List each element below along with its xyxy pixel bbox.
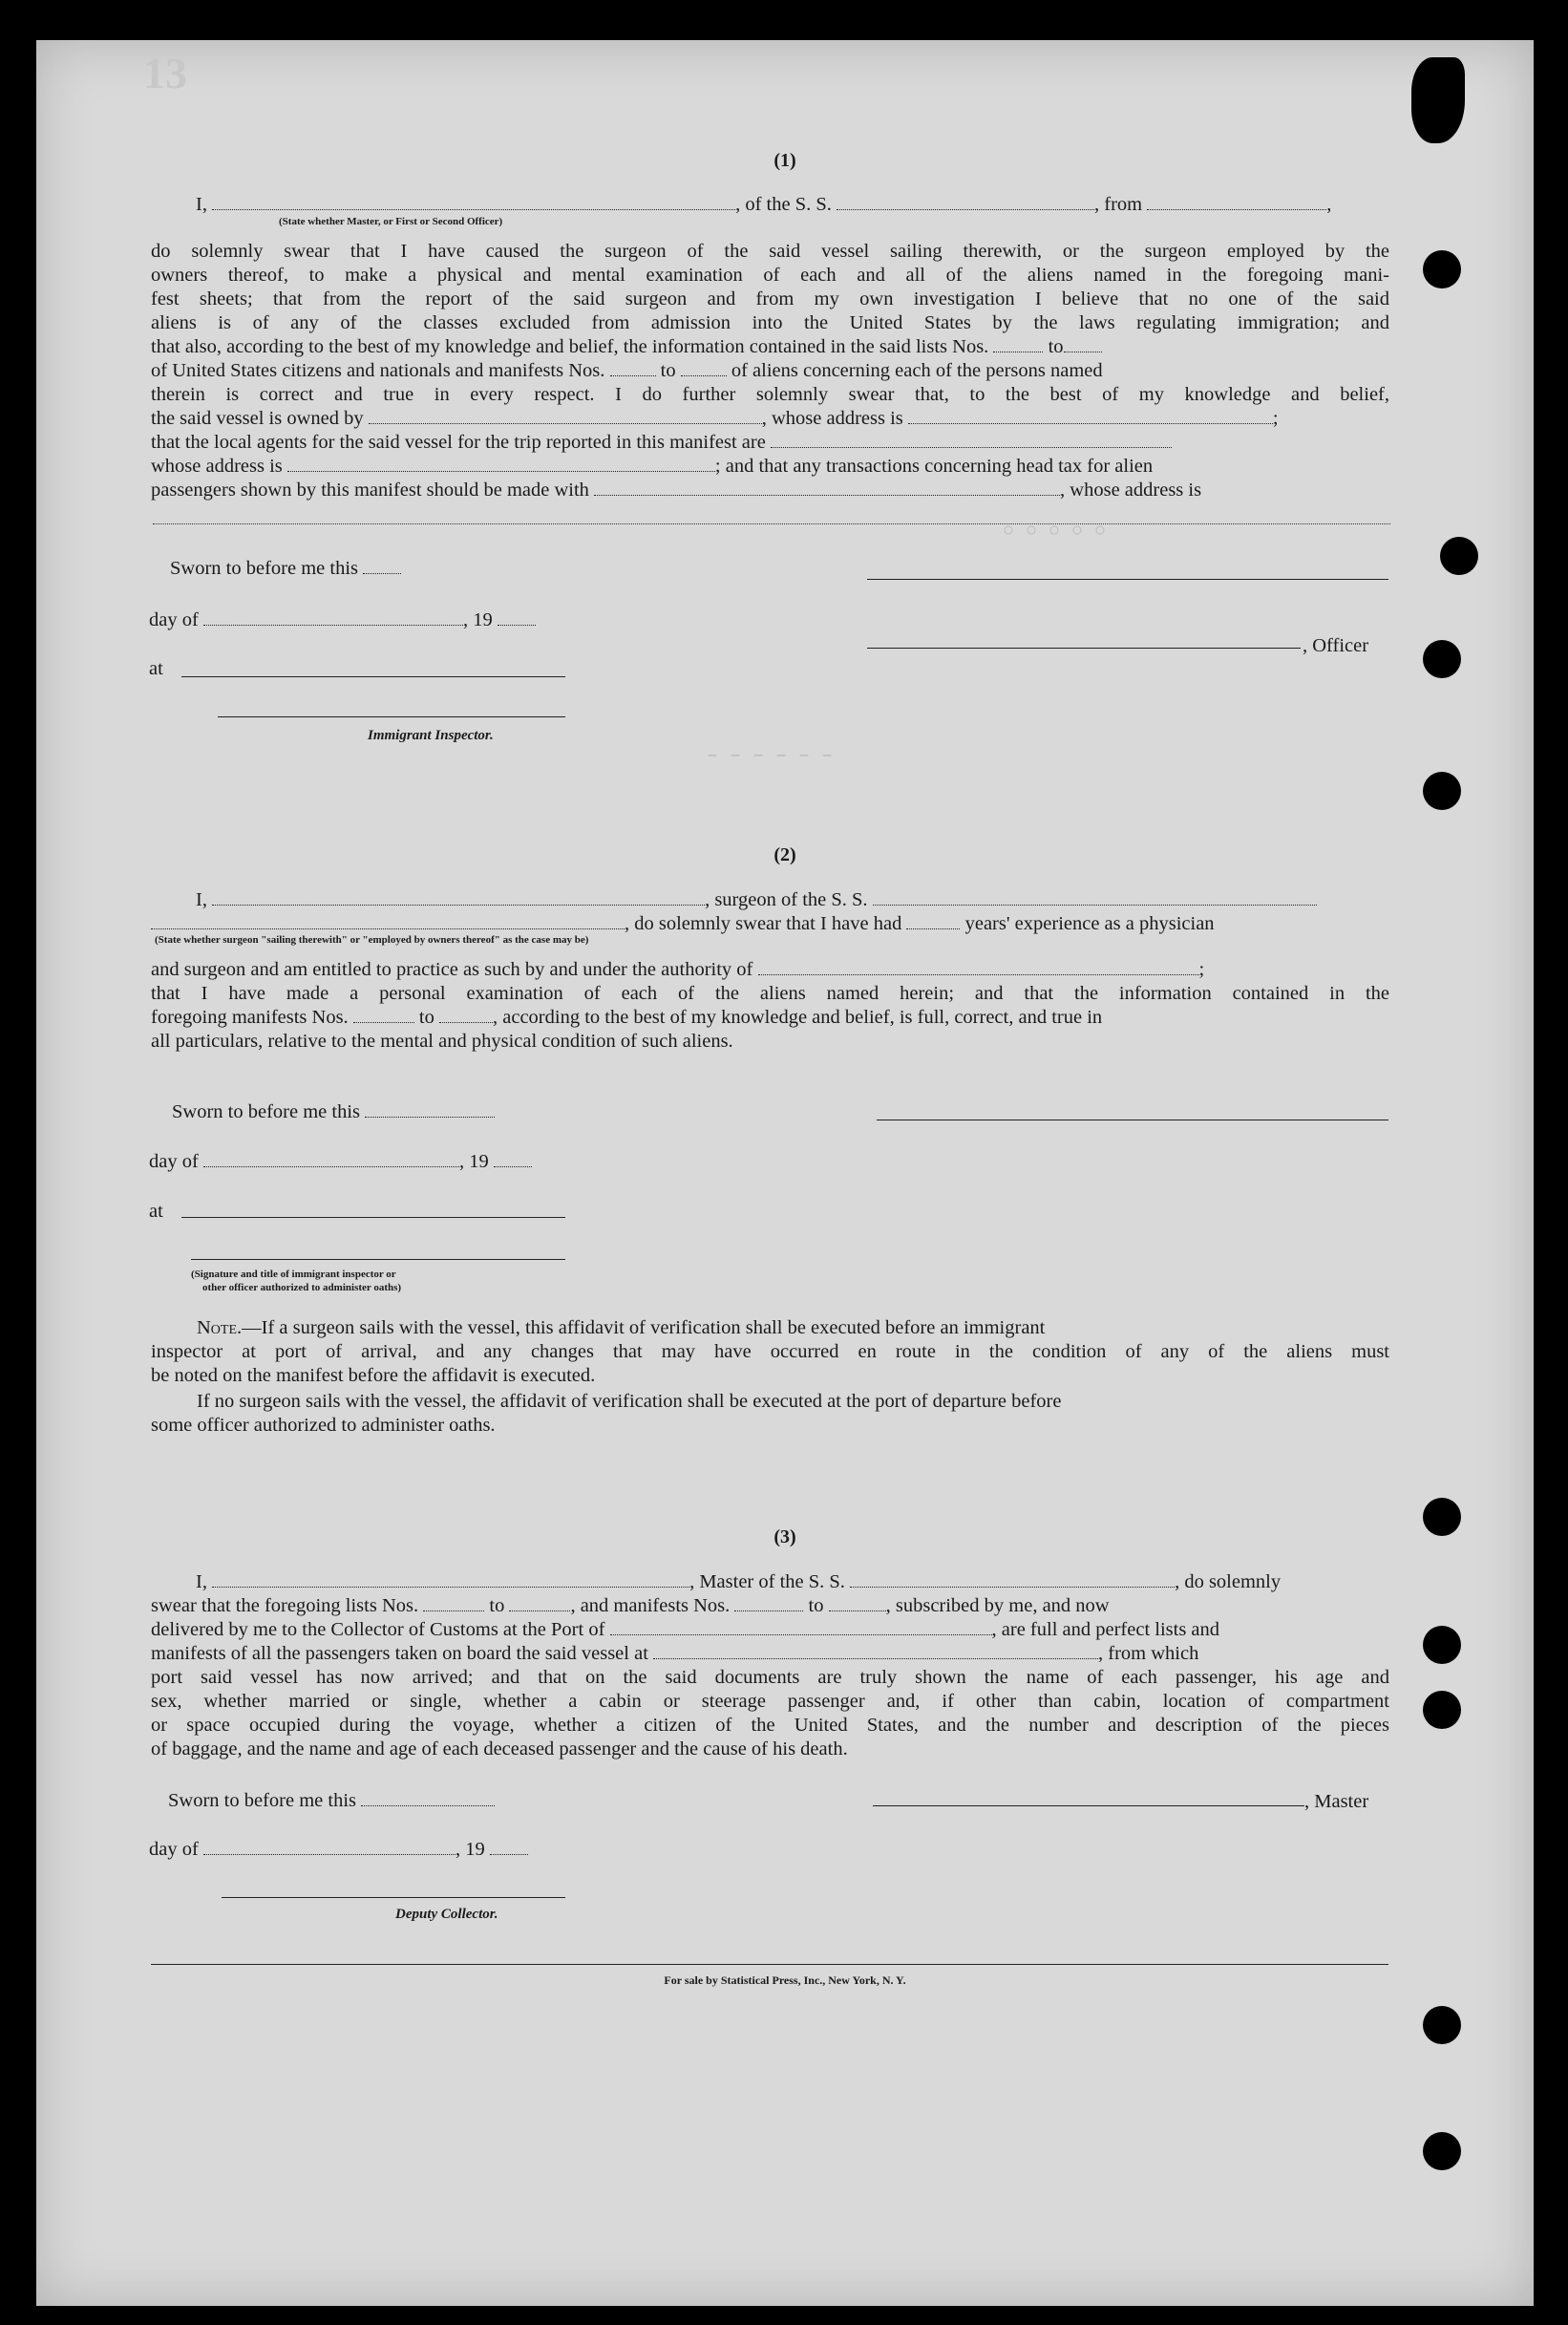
binder-hole: [1423, 640, 1461, 678]
sworn-day-field[interactable]: [363, 560, 401, 574]
section2-line-manifests: [151, 1006, 1102, 1029]
bleed-through: ‒ ‒ ‒ ‒ ‒ ‒: [707, 745, 834, 767]
section1-ss: , of the S. S.: [735, 194, 832, 215]
surgeon-status-field[interactable]: [151, 915, 625, 929]
section3-body-0: swear that the foregoing lists Nos.: [151, 1595, 419, 1616]
collector-label: Deputy Collector.: [395, 1907, 498, 1922]
section3-manifests-to[interactable]: [829, 1597, 886, 1611]
section2-dayof-label: day of: [149, 1151, 199, 1172]
years-field[interactable]: [906, 915, 960, 929]
section1-sworn-label: Sworn to before me this: [170, 558, 358, 579]
section1-at-line[interactable]: [181, 676, 565, 677]
head-tax-party-field[interactable]: [594, 481, 1060, 496]
owner-field[interactable]: [369, 410, 762, 424]
section2-line-authority: [151, 958, 1204, 981]
section3-sworn-year[interactable]: [490, 1841, 528, 1855]
section3-to2: to: [808, 1595, 824, 1616]
footer-rule: [151, 1964, 1388, 1965]
section3-lists-from[interactable]: [423, 1597, 484, 1611]
note-text-0: If a surgeon sails with the vessel, this affidavit of verification shall be executed before an immigrant: [261, 1317, 1046, 1338]
section3-line4: [151, 1642, 1198, 1665]
section2-at: at: [149, 1201, 163, 1222]
section1-body-10: passengers shown by this manifest should be made with: [151, 480, 589, 501]
section2-surgeon: , surgeon of the S. S.: [705, 889, 868, 910]
sworn-year-field[interactable]: [498, 611, 536, 626]
note-line-2: be noted on the manifest before the affidavit is executed.: [151, 1365, 596, 1386]
section3-master: , Master of the S. S.: [689, 1571, 845, 1592]
section1-whose-address-is: , whose address is: [1060, 480, 1202, 501]
binder-hole: [1423, 1626, 1461, 1664]
section3-subscribed: , subscribed by me, and now: [885, 1595, 1110, 1616]
officer-signature-line-1[interactable]: [867, 579, 1388, 580]
section3-sworn: [168, 1789, 495, 1812]
section3-port[interactable]: [610, 1621, 992, 1635]
section3-sworn-day[interactable]: [361, 1792, 495, 1806]
section1-dayof-label: day of: [149, 609, 199, 630]
section1-head-tax: ; and that any transactions concerning head tax for alien: [714, 456, 1154, 477]
collector-signature-line[interactable]: [222, 1897, 565, 1898]
section2-dayof: [149, 1150, 532, 1173]
lists-from-field[interactable]: [993, 338, 1043, 352]
section2-sig-line[interactable]: [191, 1259, 565, 1260]
section1-body-9: whose address is: [151, 456, 283, 477]
surgeon-manifests-from[interactable]: [353, 1009, 414, 1023]
section3-sworn-month[interactable]: [203, 1841, 456, 1855]
note-line-3: If no surgeon sails with the vessel, the affidavit of verification shall be executed at the port of departure before: [197, 1391, 1062, 1412]
section3-i: I,: [196, 1571, 207, 1592]
section1-dayof: [149, 608, 536, 631]
section1-i: I,: [196, 194, 207, 215]
section1-body-5: of United States citizens and nationals and manifests Nos.: [151, 360, 605, 381]
inspector-signature-line[interactable]: [218, 716, 565, 717]
section3-solemnly: , do solemnly: [1175, 1571, 1282, 1592]
note-line-4: some officer authorized to administer oaths.: [151, 1415, 496, 1436]
section2-sworn: [172, 1100, 495, 1123]
manifests-from-field[interactable]: [610, 362, 656, 376]
section2-semicolon: ;: [1198, 959, 1205, 980]
address-line[interactable]: [153, 523, 1390, 524]
officer-label: , Officer: [1303, 635, 1369, 656]
lists-to-field[interactable]: [1064, 338, 1102, 352]
vessel-name-field[interactable]: [837, 196, 1094, 210]
section2-body-2: foregoing manifests Nos.: [151, 1007, 349, 1028]
section1-body-6: therein is correct and true in every respect. I do further solemnly swear that, to the best of my knowledge and belief,: [151, 384, 1389, 405]
section1-line-owner: [151, 407, 1279, 430]
section3-boarding-port[interactable]: [653, 1645, 1098, 1659]
surgeon-sworn-day[interactable]: [365, 1103, 495, 1118]
agents-field[interactable]: [771, 434, 1172, 448]
section1-sworn: [170, 557, 401, 580]
section3-body-1: delivered by me to the Collector of Customs at the Port of: [151, 1619, 605, 1640]
section1-line-manifests: [151, 359, 1103, 382]
section2-at-line[interactable]: [181, 1217, 565, 1218]
section1-semicolon: ;: [1272, 408, 1279, 429]
section3-line2: [151, 1594, 1110, 1617]
section1-comma: ,: [1326, 194, 1332, 215]
section2-years: years' experience as a physician: [964, 913, 1215, 934]
section1-line-address: [151, 455, 1153, 478]
agents-address-field[interactable]: [287, 458, 715, 472]
section3-body-2: manifests of all the passengers taken on board the said vessel at: [151, 1643, 648, 1664]
authority-field[interactable]: [758, 961, 1199, 975]
master-hint: (State whether Master, or First or Second Officer): [279, 216, 503, 227]
section3-vessel[interactable]: [850, 1573, 1175, 1588]
section3-manifests-from[interactable]: [734, 1597, 803, 1611]
surgeon-manifests-to[interactable]: [439, 1009, 493, 1023]
section3-body-3: port said vessel has now arrived; and that on the said documents are truly shown the name of each passenger, his age and: [151, 1667, 1389, 1688]
section3-body-4: sex, whether married or single, whether a cabin or steerage passenger and, if other than cabin, location of compartment: [151, 1691, 1389, 1712]
section2-line2: [151, 912, 1215, 935]
section-3-number: (3): [773, 1526, 796, 1547]
section2-year: , 19: [458, 1151, 489, 1172]
surgeon-sworn-year[interactable]: [494, 1153, 532, 1167]
section3-dayof: [149, 1838, 528, 1861]
section1-line-lists: [151, 335, 1102, 358]
note-line-0: [197, 1316, 1045, 1339]
section2-body-0: and surgeon and am entitled to practice as such by and under the authority of: [151, 959, 753, 980]
section1-line-passengers: [151, 479, 1201, 501]
section2-i: I,: [196, 889, 207, 910]
departure-port-field[interactable]: [1147, 196, 1326, 210]
binder-hole: [1423, 250, 1461, 288]
inspector-label: Immigrant Inspector.: [368, 728, 494, 743]
section3-dayof-label: day of: [149, 1839, 199, 1860]
section3-and-manifests: , and manifests Nos.: [570, 1595, 731, 1616]
section2-according: , according to the best of my knowledge and belief, is full, correct, and true in: [493, 1007, 1103, 1028]
section1-body-0: do solemnly swear that I have caused the surgeon of the said vessel sailing therewith, or the surgeon employed by the: [151, 241, 1389, 262]
section1-body-1: owners thereof, to make a physical and mental examination of each and all of the aliens named in the foregoing mani-: [151, 265, 1389, 286]
binder-hole: [1423, 2132, 1461, 2170]
surgeon-name-field[interactable]: [212, 891, 705, 906]
section3-line3: [151, 1618, 1219, 1641]
note-line-1: inspector at port of arrival, and any changes that may have occurred en route in the condition of any of the aliens must: [151, 1341, 1389, 1362]
section1-whose-address: , whose address is: [761, 408, 903, 429]
section2-sig-hint-1: (Signature and title of immigrant inspector or: [191, 1269, 396, 1280]
note-label: Note.—: [197, 1317, 262, 1338]
surgeon-vessel-field[interactable]: [873, 891, 1317, 906]
section1-body-2: fest sheets; that from the report of the said surgeon and from my own investigation I believe that no one of the said: [151, 288, 1389, 309]
section3-full: , are full and perfect lists and: [991, 1619, 1220, 1640]
section1-from: , from: [1094, 194, 1143, 215]
owner-address-field[interactable]: [908, 410, 1273, 424]
surgeon-sworn-month[interactable]: [203, 1153, 459, 1167]
section3-line1: [196, 1570, 1281, 1593]
binder-hole: [1440, 537, 1478, 575]
page-number: 13: [143, 49, 187, 97]
printer-credit: For sale by Statistical Press, Inc., New York, N. Y.: [664, 1973, 906, 1987]
section1-body-4: that also, according to the best of my knowledge and belief, the information contained in the said lists Nos.: [151, 336, 989, 357]
section1-body-8: that the local agents for the said vessel for the trip reported in this manifest are: [151, 432, 766, 453]
section3-from-which: , from which: [1098, 1643, 1199, 1664]
section1-of-aliens: of aliens concerning each of the persons named: [731, 360, 1103, 381]
section2-body-3: all particulars, relative to the mental and physical condition of such aliens.: [151, 1031, 733, 1052]
section2-body-1: that I have made a personal examination of each of the aliens named herein; and that the information contained in the: [151, 983, 1389, 1004]
section3-master-name[interactable]: [212, 1573, 689, 1588]
section1-body-3: aliens is of any of the classes excluded from admission into the United States by the laws regulating immigration; and: [151, 312, 1389, 333]
sworn-month-field[interactable]: [203, 611, 463, 626]
surgeon-hint: (State whether surgeon "sailing therewith" or "employed by owners thereof" as the case may be): [155, 934, 589, 946]
section1-to: to: [1048, 336, 1064, 357]
section2-swear: , do solemnly swear that I have had: [625, 913, 902, 934]
manifests-to-field[interactable]: [681, 362, 727, 376]
section2-line1: [196, 888, 1317, 911]
section1-body-7: the said vessel is owned by: [151, 408, 364, 429]
section-1-number: (1): [773, 150, 796, 171]
section2-to: to: [418, 1007, 434, 1028]
section3-body-6: of baggage, and the name and age of each deceased passenger and the cause of his death.: [151, 1738, 848, 1760]
master-label: , Master: [1304, 1791, 1369, 1812]
section1-line1: [196, 193, 1331, 216]
binder-hole: [1423, 1691, 1461, 1729]
section1-line-agents: [151, 431, 1172, 454]
section2-sworn-label: Sworn to before me this: [172, 1101, 360, 1122]
binder-hole: [1423, 2006, 1461, 2044]
section3-year: , 19: [455, 1839, 485, 1860]
binder-hole: [1423, 772, 1461, 810]
master-signature-line[interactable]: [873, 1805, 1304, 1806]
section3-to: to: [489, 1595, 505, 1616]
torn-corner: [1411, 57, 1465, 143]
section1-year: , 19: [462, 609, 493, 630]
section1-at: at: [149, 658, 163, 679]
officer-signature-line-2[interactable]: [867, 648, 1301, 649]
bleed-through: ○ ○ ○ ○ ○: [1003, 521, 1107, 543]
master-name-field[interactable]: [212, 196, 735, 210]
section2-sig-hint-2: other officer authorized to administer oaths): [202, 1282, 402, 1293]
section-2-number: (2): [773, 844, 796, 865]
section3-sworn-label: Sworn to before me this: [168, 1790, 356, 1811]
section1-to2: to: [660, 360, 676, 381]
section3-lists-to[interactable]: [509, 1597, 570, 1611]
section3-body-5: or space occupied during the voyage, whether a citizen of the United States, and the number and description of the pieces: [151, 1715, 1389, 1736]
